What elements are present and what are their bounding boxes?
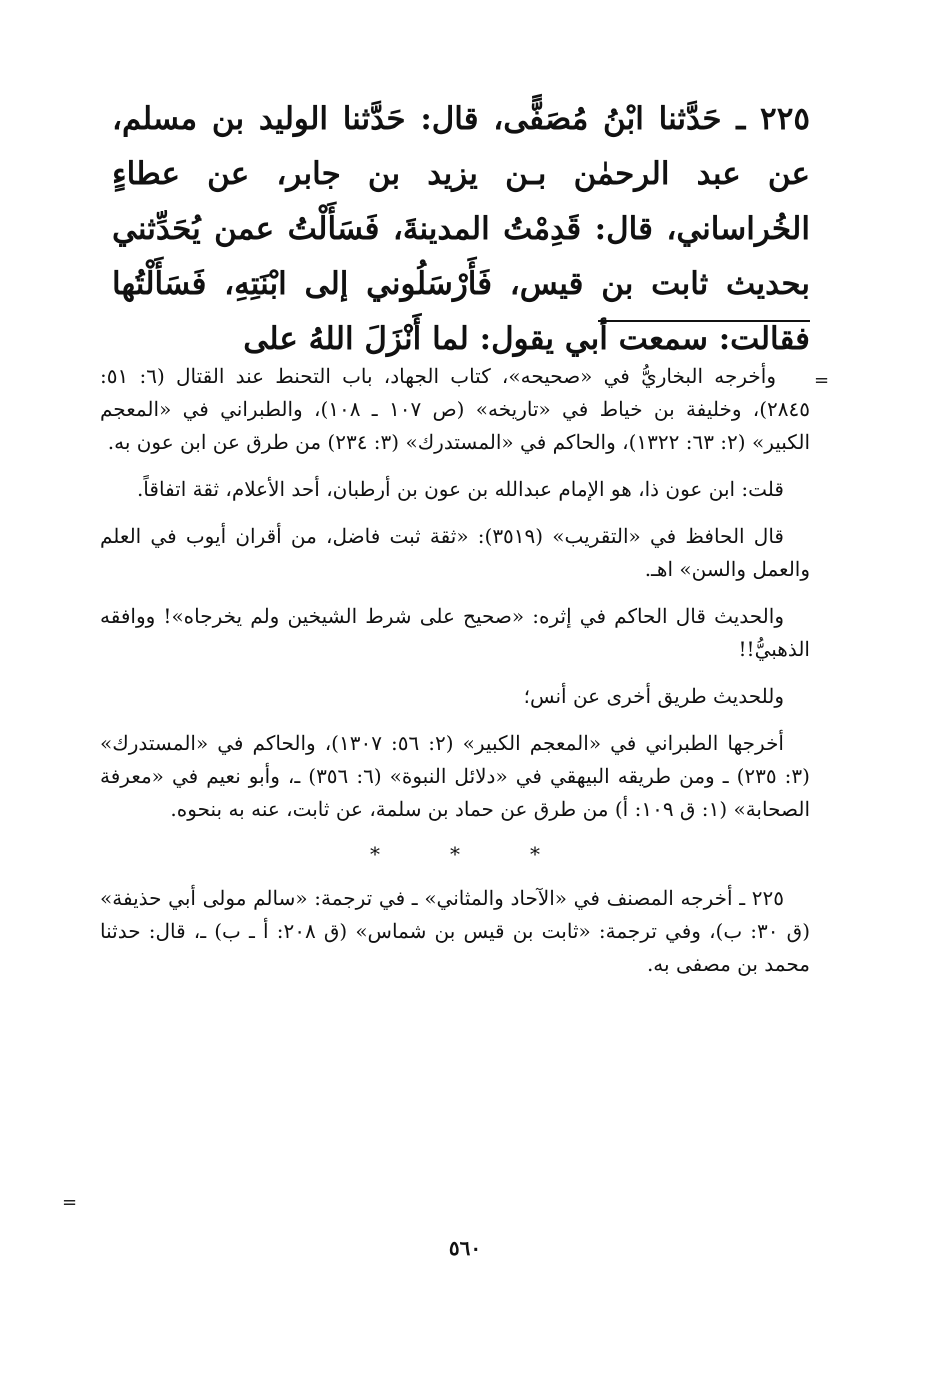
footnote-paragraph-7: ٢٢٥ ـ أخرجه المصنف في «الآحاد والمثاني» ـ في ترجمة: «سالم مولى أبي حذيفة» (ق ٣٠: ب)، وفي ترجمة: «ثابت بن قيس بن شماس» (ق ٢٠٨: أ ـ ب) ـ، قال: حدثنا محمد بن مصفى به. (100, 886, 810, 976)
footnote-paragraph-1: وأخرجه البخاريُّ في «صحيحه»، كتاب الجهاد، باب التحنط عند القتال (٦: ٥١: ٢٨٤٥)، وخليفة بن خياط في «تاريخه» (ص ١٠٧ ـ ١٠٨)، والطبراني في «المعجم الكبير» (٢: ٦٣: ١٣٢٢)، والحاكم في «المستدرك» (٣: ٢٣٤) من طرق عن ابن عون به. (100, 364, 810, 454)
divider-star: * (530, 842, 540, 866)
footnotes (100, 360, 810, 995)
footnote-separator (598, 320, 810, 322)
footnote-paragraph-5: وللحديث طريق أخرى عن أنس؛ (523, 684, 784, 708)
section-divider-stars (100, 840, 810, 868)
continuation-mark-top: = (814, 370, 830, 391)
continuation-mark-bottom: = (62, 1192, 78, 1213)
footnote-paragraph-4: والحديث قال الحاكم في إثره: «صحيح على شرط الشيخين ولم يخرجاه»! ووافقه الذهبيُّ!! (100, 604, 810, 661)
divider-star: * (450, 842, 460, 866)
hadith-text (112, 92, 810, 367)
divider-star: * (370, 842, 380, 866)
footnote-paragraph-6: أخرجها الطبراني في «المعجم الكبير» (٢: ٥٦: ١٣٠٧)، والحاكم في «المستدرك» (٣: ٢٣٥) ـ ومن طريقه البيهقي في «دلائل النبوة» (٦: ٣٥٦) ـ، وأبو نعيم في «معرفة الصحابة» (١: ق ١٠٩: أ) من طرق عن حماد بن سلمة، عن ثابت، عنه به بنحوه. (100, 731, 810, 821)
footnote-paragraph-2: قلت: ابن عون ذا، هو الإمام عبدالله بن عون بن أرطبان، أحد الأعلام، ثقة اتفاقاً. (136, 477, 784, 501)
page-number: ٥٦٠ (448, 1236, 482, 1260)
hadith-paragraph: ٢٢٥ ـ حَدَّثنا ابْنُ مُصَفًّى، قال: حَدَّثنا الوليد بن مسلم، عن عبد الرحمٰن بـن يزيد بن جابر، عن عطاءٍ الخُراساني، قال: قَدِمْتُ المدينةَ، فَسَأَلْتُ عمن يُحَدِّثني بحديث ثابت بن قيس، فَأَرْسَلُوني إلى ابْنَتِهِ، فَسَأَلْتُها فقالت: سمعت أبي يقول: لما أَنْزَلَ اللهُ على (112, 101, 810, 357)
footnote-paragraph-3: قال الحافظ في «التقريب» (٣٥١٩): «ثقة ثبت فاضل، من أقران أيوب في العلم والعمل والسن» اهـ. (100, 524, 810, 581)
